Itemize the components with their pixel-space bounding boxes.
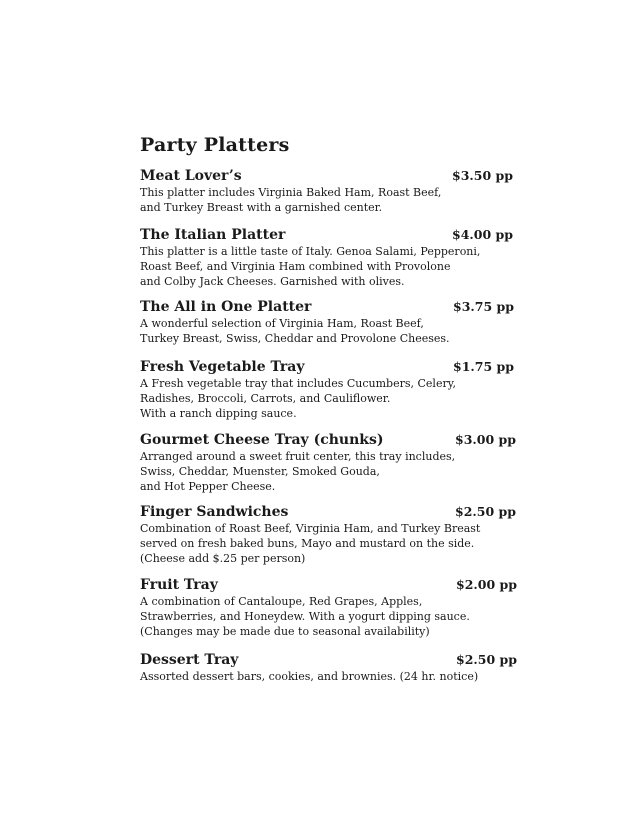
menu-item-description — [140, 185, 512, 215]
menu-item-price: $2.50 pp — [455, 504, 516, 519]
page-title: Party Platters — [140, 134, 290, 156]
menu-item-name: Meat Lover’s — [140, 168, 242, 184]
description-line: (Changes may be made due to seasonal availability) — [140, 625, 430, 638]
menu-item — [140, 226, 512, 289]
description-line: and Colby Jack Cheeses. Garnished with olives. — [140, 275, 405, 288]
menu-item-description — [140, 594, 512, 639]
menu-item-price: $2.00 pp — [456, 577, 517, 592]
description-line: A Fresh vegetable tray that includes Cucumbers, Celery, — [140, 377, 456, 390]
description-line: With a ranch dipping sauce. — [140, 407, 297, 420]
menu-item-price: $2.50 pp — [456, 652, 517, 667]
menu-item-description — [140, 316, 512, 346]
menu-item-description — [140, 521, 512, 566]
description-line: served on fresh baked buns, Mayo and mustard on the side. — [140, 537, 475, 550]
menu-item — [140, 576, 517, 639]
description-line: Arranged around a sweet fruit center, this tray includes, — [140, 450, 456, 463]
description-line: A combination of Cantaloupe, Red Grapes, Apples, — [140, 595, 423, 608]
menu-item-name: The Italian Platter — [140, 227, 286, 243]
menu-item-name: Fresh Vegetable Tray — [140, 359, 305, 375]
menu-item-name: The All in One Platter — [140, 299, 312, 315]
menu-item-name: Gourmet Cheese Tray (chunks) — [140, 432, 384, 448]
menu-item — [140, 503, 516, 566]
menu-item — [140, 167, 512, 215]
description-line: This platter includes Virginia Baked Ham, Roast Beef, — [140, 186, 442, 199]
description-line: Combination of Roast Beef, Virginia Ham, and Turkey Breast — [140, 522, 481, 535]
menu-item-description — [140, 376, 512, 421]
description-line: Radishes, Broccoli, Carrots, and Cauliflower. — [140, 392, 391, 405]
menu-item-name: Finger Sandwiches — [140, 504, 289, 520]
menu-item-price: $4.00 pp — [452, 227, 513, 242]
description-line: Strawberries, and Honeydew. With a yogurt dipping sauce. — [140, 610, 470, 623]
description-line: and Turkey Breast with a garnished center. — [140, 201, 383, 214]
description-line: This platter is a little taste of Italy. Genoa Salami, Pepperoni, — [140, 245, 481, 258]
description-line: Turkey Breast, Swiss, Cheddar and Provolone Cheeses. — [140, 332, 450, 345]
menu-item-price: $1.75 pp — [453, 359, 514, 374]
menu-item — [140, 651, 517, 684]
description-line: Roast Beef, and Virginia Ham combined with Provolone — [140, 260, 451, 273]
menu-item-name: Fruit Tray — [140, 577, 218, 593]
menu-item-price: $3.75 pp — [453, 299, 514, 314]
menu-item-description — [140, 244, 512, 289]
menu-item — [140, 431, 516, 494]
description-line: (Cheese add $.25 per person) — [140, 552, 306, 565]
menu-item-description — [140, 669, 512, 684]
description-line: Swiss, Cheddar, Muenster, Smoked Gouda, — [140, 465, 380, 478]
description-line: A wonderful selection of Virginia Ham, Roast Beef, — [140, 317, 424, 330]
menu-item-price: $3.00 pp — [455, 432, 516, 447]
menu-item — [140, 298, 512, 346]
description-line: Assorted dessert bars, cookies, and brownies. (24 hr. notice) — [140, 670, 479, 683]
description-line: and Hot Pepper Cheese. — [140, 480, 276, 493]
menu-item-name: Dessert Tray — [140, 652, 239, 668]
menu-item — [140, 358, 512, 421]
menu-item-price: $3.50 pp — [452, 168, 513, 183]
menu-item-description — [140, 449, 512, 494]
